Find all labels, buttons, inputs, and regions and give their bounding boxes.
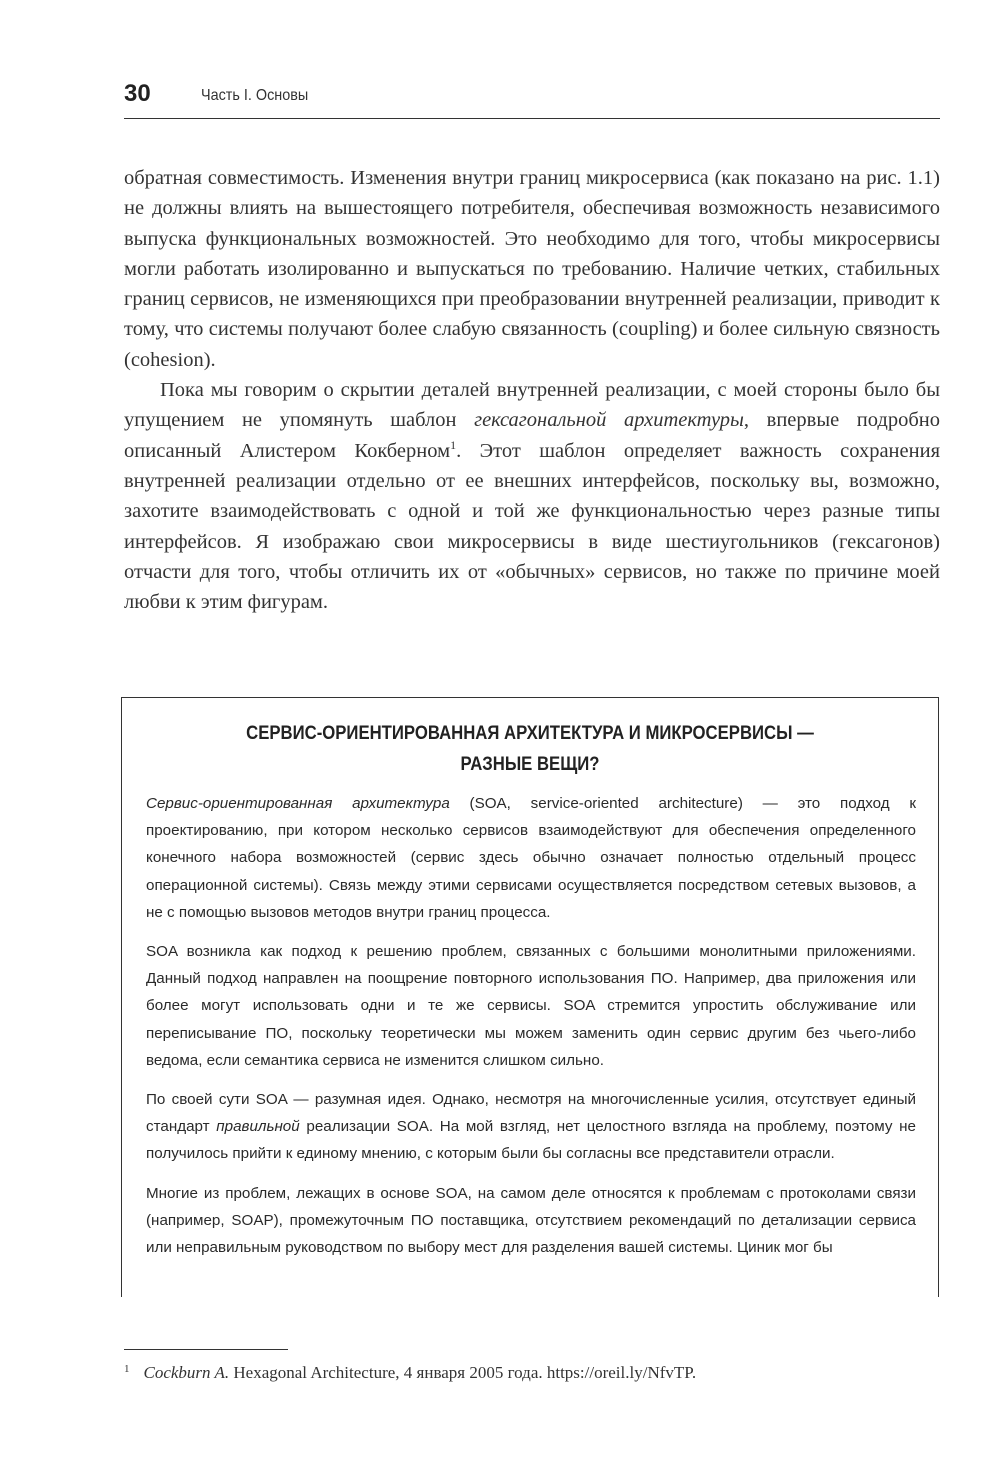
- paragraph: обратная совместимость. Изменения внутри границ микросервиса (как показано на рис. 1.1) не должны влиять на вышестоящего потребителя, обеспечивая возможность независимого выпуска функциональных возможностей. Это необходимо для того, чтобы микросервисы могли работать изолированно и выпускаться по требованию. Наличие четких, стабильных границ сервисов, не изменяющихся при преобразовании внутренней реализации, приводит к тому, что системы получают более слабую связанность (coupling) и более сильную связность (cohesion).: [124, 167, 940, 371]
- paragraph: Пока мы говорим о скрытии деталей внутренней реализации, с моей стороны было бы упущением не упомянуть шаблон гексагональной архитектуры, впервые подробно описанный Алистером Кокберном$^1$. Этот шаблон определяет важность сохранения внутренней реализации отдельно от ее внешних интерфейсов, поскольку вы, возможно, захотите взаимодействовать с одной и той же функциональностью через разные типы интерфейсов. Я изображаю свои микросервисы в виде шестиугольников (гексагонов) отчасти для того, чтобы отличить их от «обычных» сервисов, но также по причине моей любви к этим фигурам.: [124, 379, 940, 614]
- page-number: 30: [124, 80, 151, 107]
- footnote-divider: [124, 1349, 288, 1350]
- italic-term: Сервис-ориентированная архитектура: [146, 795, 450, 812]
- page-header: [124, 78, 940, 119]
- main-text: [124, 163, 940, 617]
- italic-term: гексагональной архитектуры: [474, 409, 744, 432]
- footnote-ref[interactable]: 1: [450, 437, 457, 452]
- footnote-author: Cockburn A.: [143, 1363, 230, 1382]
- sidebar-paragraph: Сервис-ориентированная архитектура (SOA, service-oriented architecture) — это подход к проектированию, при котором несколько сервисов взаимодействуют для обеспечения определенного конечного набора возможностей (сервис здесь обычно означает полностью отдельный процесс операционной системы). Связь между этими сервисами осуществляется посредством сетевых вызовов, а не с помощью вызовов методов внутри границ процесса.: [146, 795, 916, 921]
- sidebar-body: [146, 790, 916, 1273]
- sidebar-box: [121, 697, 939, 1297]
- footnote-text: Hexagonal Architecture, 4 января 2005 года. https://oreil.ly/NfvTP.: [229, 1363, 697, 1382]
- running-head: Часть I. Основы: [201, 87, 309, 104]
- sidebar-paragraph: SOA возникла как подход к решению проблем, связанных с большими монолитными приложениями. Данный подход направлен на поощрение повторного использования ПО. Например, два приложения или более могут использовать одни и те же сервисы. SOA стремится упростить обслуживание или переписывание ПО, поскольку теоретически мы можем заменить один сервис другим без чьего-либо ведома, если семантика сервиса не изменится слишком сильно.: [146, 943, 916, 1069]
- sidebar-paragraph: Многие из проблем, лежащих в основе SOA, на самом деле относятся к проблемам с протоколами связи (например, SOAP), промежуточным ПО поставщика, отсутствием рекомендаций по детализации сервиса или неправильным руководством по выбору мест для разделения вашей системы. Циник мог бы: [146, 1184, 916, 1257]
- italic-term: правильной: [216, 1118, 300, 1136]
- footnote: [124, 1363, 940, 1383]
- sidebar-paragraph: По своей сути SOA — разумная идея. Однако, несмотря на многочисленные усилия, отсутствует единый стандарт правильной реализации SOA. На мой взгляд, нет целостного взгляда на проблему, поэтому не получилось прийти к единому мнению, с которым были бы согласны все представители отрасли.: [146, 1091, 917, 1163]
- footnote-mark: 1: [124, 1363, 130, 1375]
- sidebar-title: СЕРВИС-ОРИЕНТИРОВАННАЯ АРХИТЕКТУРА И МИКРОСЕРВИСЫ — РАЗНЫЕ ВЕЩИ?: [246, 723, 814, 775]
